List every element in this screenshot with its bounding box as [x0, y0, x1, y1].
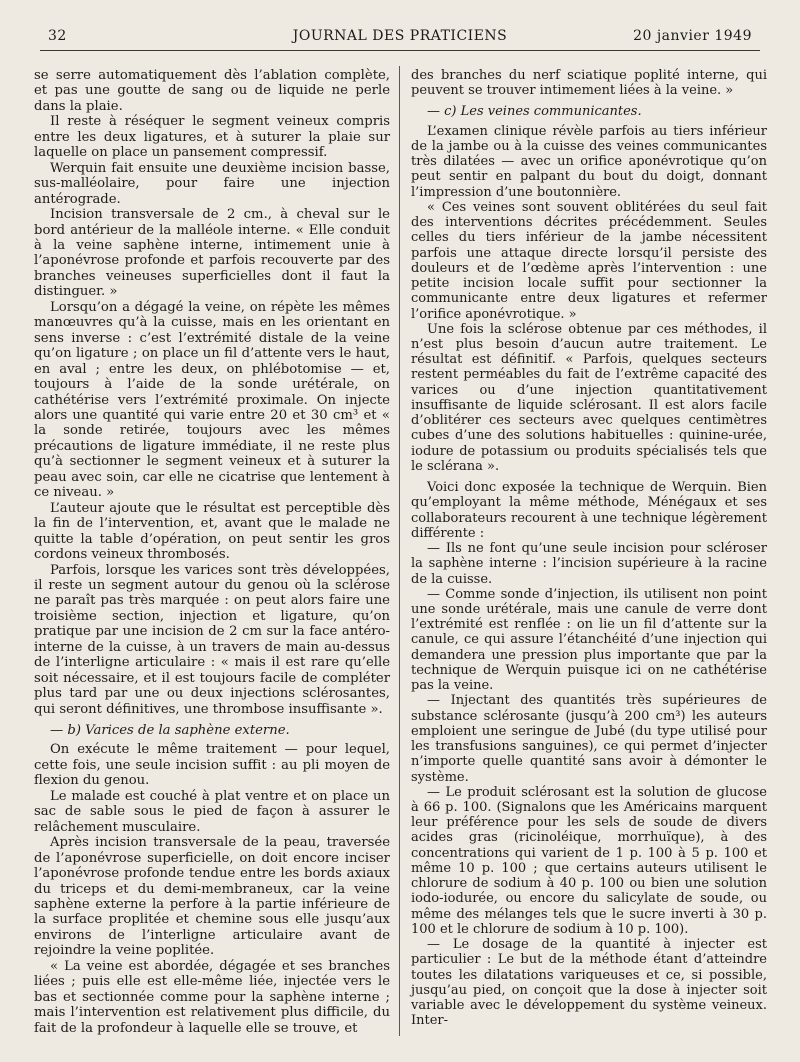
paragraph: Une fois la sclérose obtenue par ces méthodes, il n’est plus besoin d’aucun autre traitement. Le résultat est définitif. « Parfois, quelques secteurs restent perméables du fait de l’extrême capacité des varices ou d’une injection quantitativement insuffisante de liquide sclérosant. Il est alors facile d’oblitérer ces secteurs avec quelques centimètres cubes d’une des solutions habituelles : quinine-urée, iodure de potassium ou produits spécialisés tels que le scléranа ».	[411, 321, 767, 474]
paragraph: — Le produit sclérosant est la solution de glucose à 66 p. 100. (Signalons que les Américains marquent leur préférence pour les sels de soude de divers acides gras (ricinoléique, morrhuïque), à des concentrations qui varient de 1 p. 100 à 5 p. 100 et même 10 p. 100 ; que certains auteurs utilisent le chlorure de sodium à 40 p. 100 ou bien une solution iodo-iodurée, ou encore du salicylate de soude, ou même des mélanges tels que le sucre inverti à 30 p. 100 et le chlorure de sodium à 10 p. 100).	[411, 784, 767, 937]
paragraph: Werquin fait ensuite une deuxième incision basse, sus-malléolaire, pour faire une injection antérograde.	[34, 160, 390, 207]
paragraph: « Ces veines sont souvent oblitérées du seul fait des interventions décrites précédemment. Seules celles du tiers inférieur de la jambe nécessitent parfois une attaque directe lorsqu’il persiste des douleurs et de l’œdème après l’intervention : une petite incision locale suffit pour sectionner la communicante entre deux ligatures et refermer l’orifice aponévrotique. »	[411, 199, 767, 322]
paragraph: L’auteur ajoute que le résultat est perceptible dès la fin de l’intervention, et, avant que le malade ne quitte la table d’opération, on peut sentir les gros cordons veineux thrombosés.	[34, 500, 390, 563]
paragraph: des branches du nerf sciatique poplité interne, qui peuvent se trouver intimement liées à la veine. »	[411, 68, 767, 99]
paragraph: — Le dosage de la quantité à injecter est particulier : Le but de la méthode étant d’atteindre toutes les dilatations variqueuses et ce, si possible, jusqu’au pied, on conçoit que la dose à injecter soit variable avec le développement du système veineux. Inter-	[411, 937, 767, 1029]
paragraph: Après incision transversale de la peau, traversée de l’aponévrose superficielle, on doit encore inciser l’aponévrose profonde tendue entre les bords axiaux du triceps et du demi-membraneux, car la veine saphène externe la perfore à la partie inférieure de la surface proplitée et chemine sous elle jusqu’aux environs de l’interligne articulaire avant de rejoindre la veine poplitée.	[34, 835, 390, 959]
running-header	[40, 26, 760, 51]
section-heading: — c) Les veines communicantes.	[427, 104, 642, 120]
paragraph: — Ils ne font qu’une seule incision pour scléroser la saphène interne : l’incision supérieure à la racine de la cuisse.	[411, 541, 767, 587]
paragraph: Parfois, lorsque les varices sont très développées, il reste un segment autour du genou où la sclérose ne paraît pas très marquée : on peut alors faire une troisième section, injection et ligature, qu’on pratique par une incision de 2 cm sur la face antéro-interne de la cuisse, à un travers de main au-dessus de l’interligne articulaire : « mais il est rare qu’elle soit nécessaire, et il est toujours facile de compléter plus tard par une ou deux injections sclérosantes, qui seront définitives, une thrombose insuffisante ».	[34, 562, 390, 717]
page-number: 32	[48, 28, 67, 44]
paragraph: Incision transversale de 2 cm., à cheval sur le bord antérieur de la malléole interne. « Elle conduit à la veine saphène interne, intimement unie à l’aponévrose profonde et parfois recouverte par des branches veineuses superficielles dont il faut la distinguer. »	[34, 207, 390, 300]
left-column	[34, 68, 390, 1036]
paragraph: Lorsqu’on a dégagé la veine, on répète les mêmes manœuvres qu’à la cuisse, mais en les orientant en sens inverse : c’est l’extrémité distale de la veine qu’on ligature ; on place un fil d’attente vers le haut, en aval ; entre les deux, on phlébotomise — et, toujours à l’aide de la sonde urétérale, on cathétérise vers l’extrémité proximale. On injecte alors une quantité qui varie entre 20 et 30 cm³ et « la sonde retirée, toujours avec les mêmes précautions de ligature immédiate, il ne reste plus qu’à sectionner le segment veineux et à suturer la peau avec soin, car elle ne cicatrise que lentement à ce niveau. »	[34, 299, 390, 501]
issue-date: 20 janvier 1949	[633, 28, 752, 44]
paragraph: On exécute le même traitement — pour lequel, cette fois, une seule incision suffit : au pli moyen de flexion du genou.	[34, 742, 390, 789]
paragraph: « La veine est abordée, dégagée et ses branches liées ; puis elle est elle-même liée, injectée vers le bas et sectionnée comme pour la saphène interne ; mais l’intervention est relativement plus difficile, du fait de la profondeur à laquelle elle se trouve, et	[34, 958, 390, 1036]
paragraph: — Injectant des quantités très supérieures de substance sclérosante (jusqu’à 200 cm³) les auteurs emploient une seringue de Jubé (du type utilisé pour les transfusions sanguines), ce qui permet d’injecter n’importe quelle quantité sans avoir à démonter le système.	[411, 693, 767, 785]
column-divider	[399, 66, 400, 1036]
paragraph: se serre automatiquement dès l’ablation complète, et pas une goutte de sang ou de liquide ne perle dans la plaie.	[34, 68, 390, 114]
paragraph: Voici donc exposée la technique de Werquin. Bien qu’employant la même méthode, Ménégaux et ses collaborateurs recourent à une technique légèrement différente :	[411, 480, 767, 541]
right-column	[411, 68, 767, 1029]
paragraph: — Comme sonde d’injection, ils utilisent non point une sonde urétérale, mais une canule de verre dont l’extrémité est renflée : on lie un fil d’attente sur la canule, ce qui assure l’étanchéité d’une injection qui demandera une pression plus importante que par la technique de Werquin puisque ici on ne cathétérise pas la veine.	[411, 586, 767, 694]
paragraph: L’examen clinique révèle parfois au tiers inférieur de la jambe ou à la cuisse des veines communicantes très dilatées — avec un orifice aponévrotique qu’on peut sentir en palpant du bout du doigt, donnant l’impression d’une boutonnière.	[411, 123, 767, 200]
section-heading: — b) Varices de la saphène externe.	[50, 723, 290, 739]
paragraph: Le malade est couché à plat ventre et on place un sac de sable sous le pied de façon à assurer le relâchement musculaire.	[34, 788, 390, 835]
paragraph: Il reste à réséquer le segment veineux compris entre les deux ligatures, et à suturer la plaie sur laquelle on place un pansement compressif.	[34, 114, 390, 161]
journal-title: JOURNAL DES PRATICIENS	[292, 28, 508, 44]
